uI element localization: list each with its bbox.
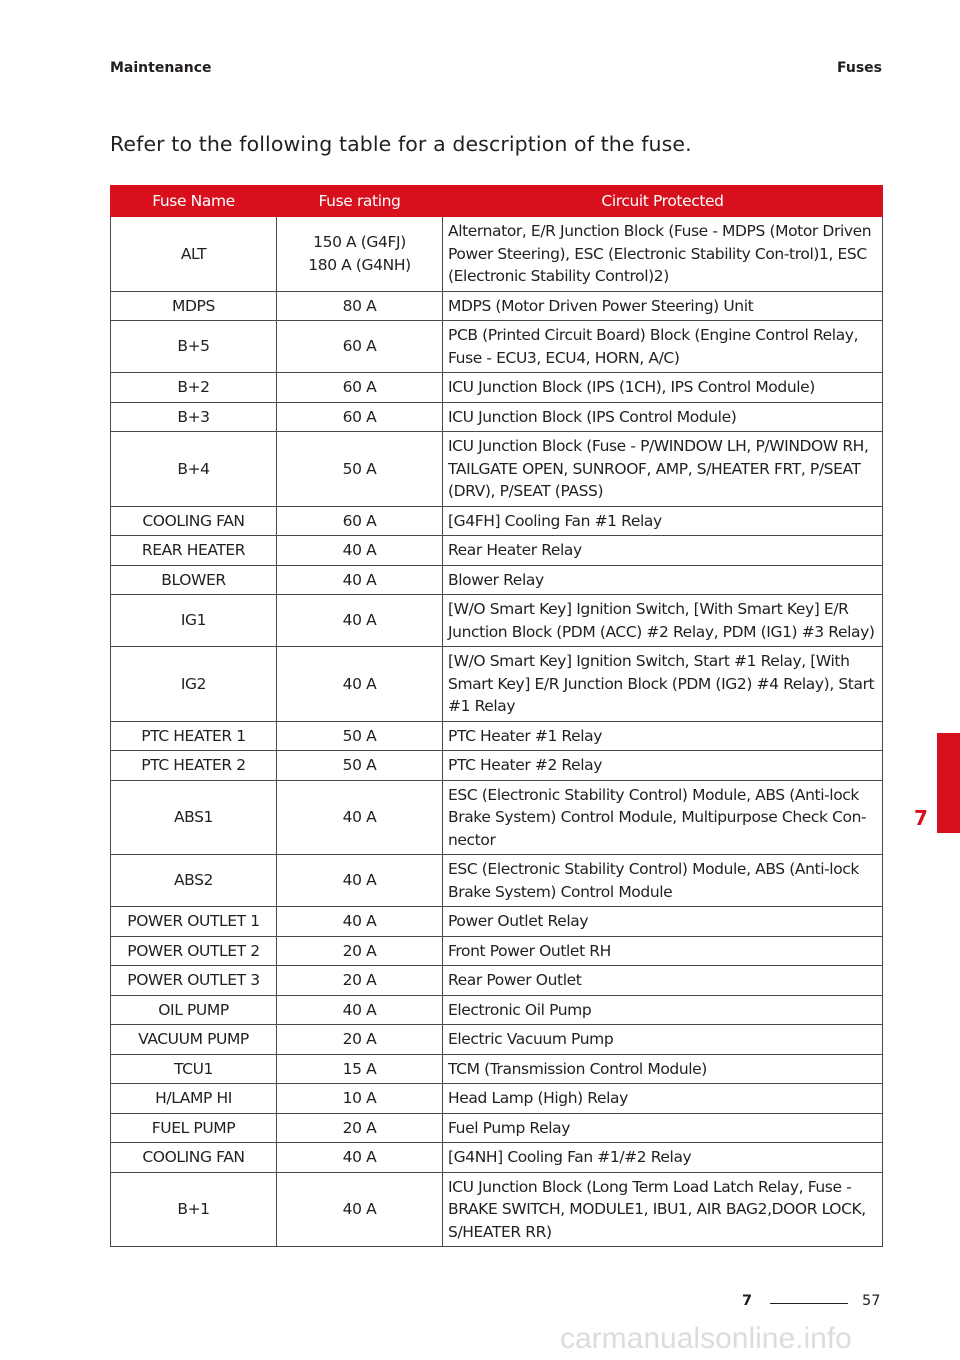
fuse-name-cell: POWER OUTLET 1: [111, 907, 277, 937]
fuse-rating-value: 20 A: [342, 971, 377, 989]
intro-text: Refer to the following table for a description of the fuse.: [110, 132, 692, 156]
fuse-name-cell: PTC HEATER 1: [111, 721, 277, 751]
table-row: [111, 321, 883, 373]
fuse-rating-value: 15 A: [342, 1059, 377, 1078]
circuit-protected-cell: [G4NH] Cooling Fan #1/#2 Relay: [443, 1143, 883, 1173]
fuse-rating-cell: [277, 506, 443, 536]
table-row: [111, 855, 883, 907]
fuse-name-cell: IG2: [111, 647, 277, 722]
fuse-rating-cell: [277, 936, 443, 966]
fuse-rating-value: 40 A: [342, 1200, 377, 1218]
fuse-rating-cell: [277, 751, 443, 781]
circuit-protected-cell: ICU Junction Block (IPS Control Module): [443, 402, 883, 432]
fuse-rating-cell: [277, 1025, 443, 1055]
fuse-name-cell: B+1: [111, 1172, 277, 1247]
fuse-rating-value: 40 A: [342, 570, 377, 589]
fuse-rating-cell: [277, 536, 443, 566]
fuse-rating-value: 50 A: [342, 726, 377, 745]
fuse-rating-value: 20 A: [342, 941, 377, 960]
fuse-name-cell: IG1: [111, 595, 277, 647]
fuse-rating-value: 40 A: [342, 1000, 377, 1019]
circuit-protected-cell: ICU Junction Block (Long Term Load Latch Relay, Fuse - BRAKE SWITCH, MODULE1, IBU1, AIR BAG2,DOOR LOCK, S/HEATER RR): [443, 1172, 883, 1247]
chapter-tab-number: 7: [914, 806, 928, 830]
fuse-rating-cell: [277, 291, 443, 321]
fuse-rating-cell: [277, 647, 443, 722]
circuit-protected-cell: PTC Heater #2 Relay: [443, 751, 883, 781]
column-header-fuse-rating: Fuse rating: [277, 186, 443, 217]
fuse-name-cell: B+5: [111, 321, 277, 373]
table-row: [111, 1054, 883, 1084]
fuse-rating-value: 20 A: [342, 1030, 377, 1048]
circuit-protected-cell: [W/O Smart Key] Ignition Switch, [With Smart Key] E/R Junction Block (PDM (ACC) #2 Relay, PDM (IG1) #3 Relay): [443, 595, 883, 647]
table-row: [111, 780, 883, 855]
fuse-name-cell: PTC HEATER 2: [111, 751, 277, 781]
fuse-rating-value: 150 A (G4FJ): [313, 233, 406, 252]
fuse-rating-value: 60 A: [342, 407, 377, 426]
fuse-name-cell: FUEL PUMP: [111, 1113, 277, 1143]
table-row: [111, 373, 883, 403]
fuse-name-cell: ALT: [111, 217, 277, 292]
fuse-rating-cell: [277, 995, 443, 1025]
circuit-protected-cell: ICU Junction Block (Fuse - P/WINDOW LH, P/WINDOW RH, TAILGATE OPEN, SUNROOF, AMP, S/HEATER FRT, P/SEAT (DRV), P/SEAT (PASS): [443, 432, 883, 507]
table-row: [111, 1143, 883, 1173]
circuit-protected-cell: Rear Power Outlet: [443, 966, 883, 996]
fuse-name-cell: REAR HEATER: [111, 536, 277, 566]
table-row: [111, 1084, 883, 1114]
fuse-name-cell: H/LAMP HI: [111, 1084, 277, 1114]
circuit-protected-cell: TCM (Transmission Control Module): [443, 1054, 883, 1084]
circuit-protected-cell: [W/O Smart Key] Ignition Switch, Start #1 Relay, [With Smart Key] E/R Junction Block (PDM (IG2) #4 Relay), Start #1 Relay: [443, 647, 883, 722]
fuse-name-cell: COOLING FAN: [111, 506, 277, 536]
fuse-name-cell: B+3: [111, 402, 277, 432]
fuse-name-cell: B+2: [111, 373, 277, 403]
fuse-rating-value: 40 A: [342, 611, 377, 630]
fuse-rating-value: 60 A: [342, 378, 377, 396]
fuse-name-cell: TCU1: [111, 1054, 277, 1084]
circuit-protected-cell: Electronic Oil Pump: [443, 995, 883, 1025]
circuit-protected-cell: Alternator, E/R Junction Block (Fuse - MDPS (Motor Driven Power Steering), ESC (Electronic Stability Con-trol)1, ESC (Electronic Stability Control)2): [443, 217, 883, 292]
fuse-rating-cell: [277, 721, 443, 751]
section-header: Maintenance: [110, 60, 212, 76]
fuse-rating-cell: [277, 217, 443, 292]
circuit-protected-cell: Power Outlet Relay: [443, 907, 883, 937]
fuse-name-cell: MDPS: [111, 291, 277, 321]
circuit-protected-cell: [G4FH] Cooling Fan #1 Relay: [443, 506, 883, 536]
table-row: [111, 721, 883, 751]
fuse-rating-value: 40 A: [342, 808, 377, 826]
circuit-protected-cell: ESC (Electronic Stability Control) Module, ABS (Anti-lock Brake System) Control Module, Multipurpose Check Con-nector: [443, 780, 883, 855]
fuse-name-cell: ABS1: [111, 780, 277, 855]
table-row: [111, 536, 883, 566]
fuse-table-body: [111, 217, 883, 1247]
fuse-rating-value: 10 A: [342, 1089, 377, 1107]
fuse-table: [110, 185, 883, 1247]
fuse-rating-cell: [277, 1113, 443, 1143]
fuse-rating-value: 60 A: [342, 337, 377, 356]
table-row: [111, 217, 883, 292]
circuit-protected-cell: ESC (Electronic Stability Control) Module, ABS (Anti-lock Brake System) Control Module: [443, 855, 883, 907]
table-row: [111, 291, 883, 321]
fuse-rating-cell: [277, 1084, 443, 1114]
fuse-rating-cell: [277, 432, 443, 507]
table-row: [111, 995, 883, 1025]
footer-page-number: 57: [862, 1293, 881, 1309]
column-header-fuse-name: Fuse Name: [111, 186, 277, 217]
table-row: [111, 506, 883, 536]
table-row: [111, 751, 883, 781]
fuse-rating-value: 80 A: [342, 296, 377, 315]
fuse-rating-value: 50 A: [342, 756, 377, 774]
table-row: [111, 907, 883, 937]
circuit-protected-cell: Electric Vacuum Pump: [443, 1025, 883, 1055]
fuse-name-cell: VACUUM PUMP: [111, 1025, 277, 1055]
footer-divider: [770, 1303, 848, 1304]
circuit-protected-cell: PTC Heater #1 Relay: [443, 721, 883, 751]
topic-header: Fuses: [837, 60, 882, 76]
footer-chapter-number: 7: [742, 1293, 753, 1309]
table-row: [111, 936, 883, 966]
circuit-protected-cell: Front Power Outlet RH: [443, 936, 883, 966]
table-row: [111, 565, 883, 595]
fuse-name-cell: B+4: [111, 432, 277, 507]
fuse-rating-cell: [277, 1172, 443, 1247]
chapter-tab: [937, 733, 960, 833]
fuse-name-cell: COOLING FAN: [111, 1143, 277, 1173]
fuse-rating-cell: [277, 780, 443, 855]
circuit-protected-cell: Blower Relay: [443, 565, 883, 595]
fuse-rating-cell: [277, 1054, 443, 1084]
table-row: [111, 647, 883, 722]
fuse-rating-value: 40 A: [342, 541, 377, 559]
circuit-protected-cell: MDPS (Motor Driven Power Steering) Unit: [443, 291, 883, 321]
fuse-rating-value: 40 A: [342, 871, 377, 890]
fuse-name-cell: BLOWER: [111, 565, 277, 595]
table-row: [111, 1172, 883, 1247]
fuse-rating-cell: [277, 373, 443, 403]
circuit-protected-cell: PCB (Printed Circuit Board) Block (Engine Control Relay, Fuse - ECU3, ECU4, HORN, A/C): [443, 321, 883, 373]
fuse-rating-value: 40 A: [342, 674, 377, 693]
fuse-rating-cell: [277, 855, 443, 907]
fuse-rating-value: 40 A: [342, 912, 377, 930]
table-row: [111, 1113, 883, 1143]
circuit-protected-cell: Rear Heater Relay: [443, 536, 883, 566]
fuse-rating-cell: [277, 402, 443, 432]
fuse-rating-value: 40 A: [342, 1148, 377, 1166]
table-row: [111, 966, 883, 996]
table-row: [111, 402, 883, 432]
table-header-row: [111, 186, 883, 217]
fuse-rating-cell: [277, 907, 443, 937]
fuse-name-cell: POWER OUTLET 3: [111, 966, 277, 996]
fuse-rating-cell: [277, 321, 443, 373]
fuse-name-cell: POWER OUTLET 2: [111, 936, 277, 966]
fuse-name-cell: OIL PUMP: [111, 995, 277, 1025]
circuit-protected-cell: Fuel Pump Relay: [443, 1113, 883, 1143]
fuse-name-cell: ABS2: [111, 855, 277, 907]
circuit-protected-cell: ICU Junction Block (IPS (1CH), IPS Control Module): [443, 373, 883, 403]
fuse-rating-value: 60 A: [342, 511, 377, 530]
fuse-rating-value: 180 A (G4NH): [308, 255, 411, 274]
fuse-rating-cell: [277, 1143, 443, 1173]
watermark-text: carmanualsonline.info: [560, 1322, 852, 1355]
table-row: [111, 1025, 883, 1055]
column-header-circuit-protected: Circuit Protected: [443, 186, 883, 217]
table-row: [111, 595, 883, 647]
fuse-rating-value: 50 A: [342, 459, 377, 478]
fuse-rating-cell: [277, 595, 443, 647]
circuit-protected-cell: Head Lamp (High) Relay: [443, 1084, 883, 1114]
fuse-rating-cell: [277, 966, 443, 996]
fuse-rating-value: 20 A: [342, 1118, 377, 1137]
fuse-rating-cell: [277, 565, 443, 595]
table-row: [111, 432, 883, 507]
